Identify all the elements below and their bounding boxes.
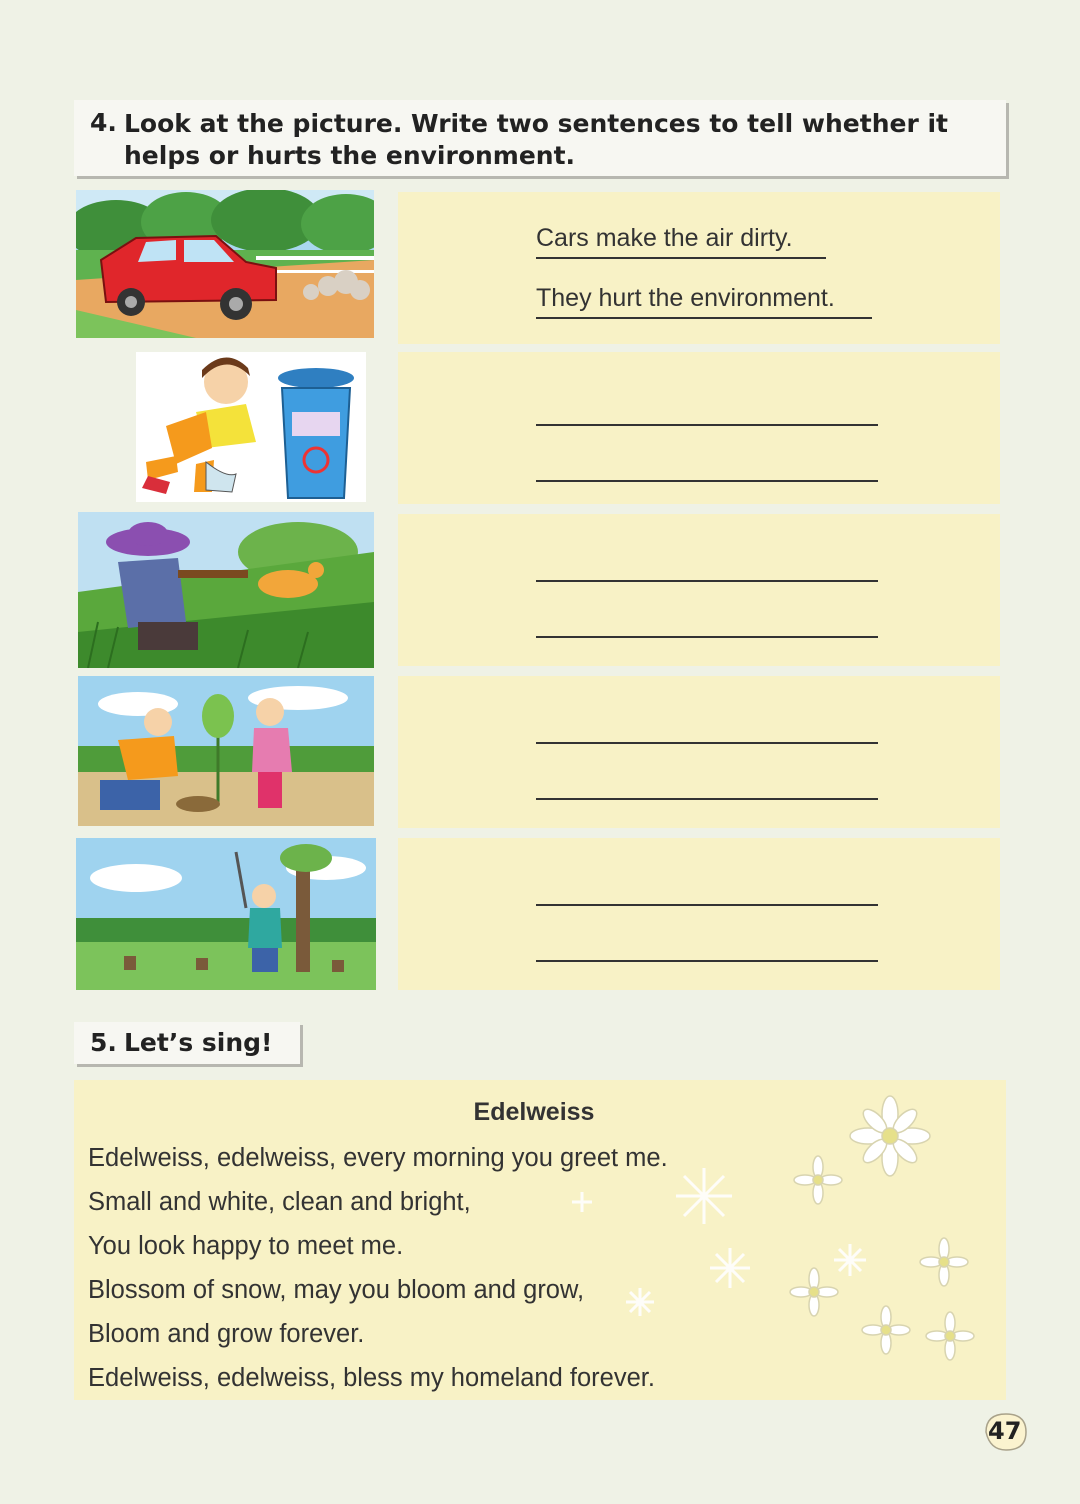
lyric-line-4: Blossom of snow, may you bloom and grow, [88, 1276, 585, 1304]
answer-panel-2 [398, 352, 1000, 504]
lyric-line-6: Edelweiss, edelweiss, bless my homeland forever. [88, 1364, 655, 1392]
page-number-badge [980, 1410, 1032, 1454]
answer-line-2a[interactable] [536, 424, 878, 426]
section-4-instruction: Look at the picture. Write two sentences to tell whether it helps or hurts the environment. [124, 109, 949, 170]
answer-line-5a[interactable] [536, 904, 878, 906]
answer-line-1a[interactable]: Cars make the air dirty. [536, 224, 826, 259]
car-exhaust-illustration [76, 190, 374, 338]
section-5-title: Let’s sing! [124, 1028, 273, 1057]
section-4-header [74, 100, 1006, 176]
section-4-number: 4. [90, 108, 117, 137]
man-cutting-tree-illustration [76, 838, 376, 990]
boy-recycling-illustration [136, 352, 366, 502]
lyric-line-2: Small and white, clean and bright, [88, 1188, 471, 1216]
section-5-number: 5. [90, 1028, 117, 1057]
answer-panel-1 [398, 192, 1000, 344]
lyric-line-1: Edelweiss, edelweiss, every morning you greet me. [88, 1144, 668, 1172]
song-title: Edelweiss [473, 1098, 595, 1126]
answer-panel-5 [398, 838, 1000, 990]
song-panel [74, 1080, 1006, 1400]
answer-line-5b[interactable] [536, 960, 878, 962]
answer-line-2b[interactable] [536, 480, 878, 482]
answer-panel-3 [398, 514, 1000, 666]
answer-line-3a[interactable] [536, 580, 878, 582]
answer-line-4a[interactable] [536, 742, 878, 744]
answer-line-4b[interactable] [536, 798, 878, 800]
lyric-line-5: Bloom and grow forever. [88, 1320, 365, 1348]
answer-line-3b[interactable] [536, 636, 878, 638]
answer-line-1b[interactable]: They hurt the environment. [536, 284, 872, 319]
answer-panel-4 [398, 676, 1000, 828]
children-planting-trees-illustration [78, 676, 374, 826]
page-number: 47 [988, 1417, 1022, 1445]
lyric-line-3: You look happy to meet me. [88, 1232, 404, 1260]
section-5-header [74, 1022, 300, 1064]
hunter-deer-illustration [78, 512, 374, 668]
